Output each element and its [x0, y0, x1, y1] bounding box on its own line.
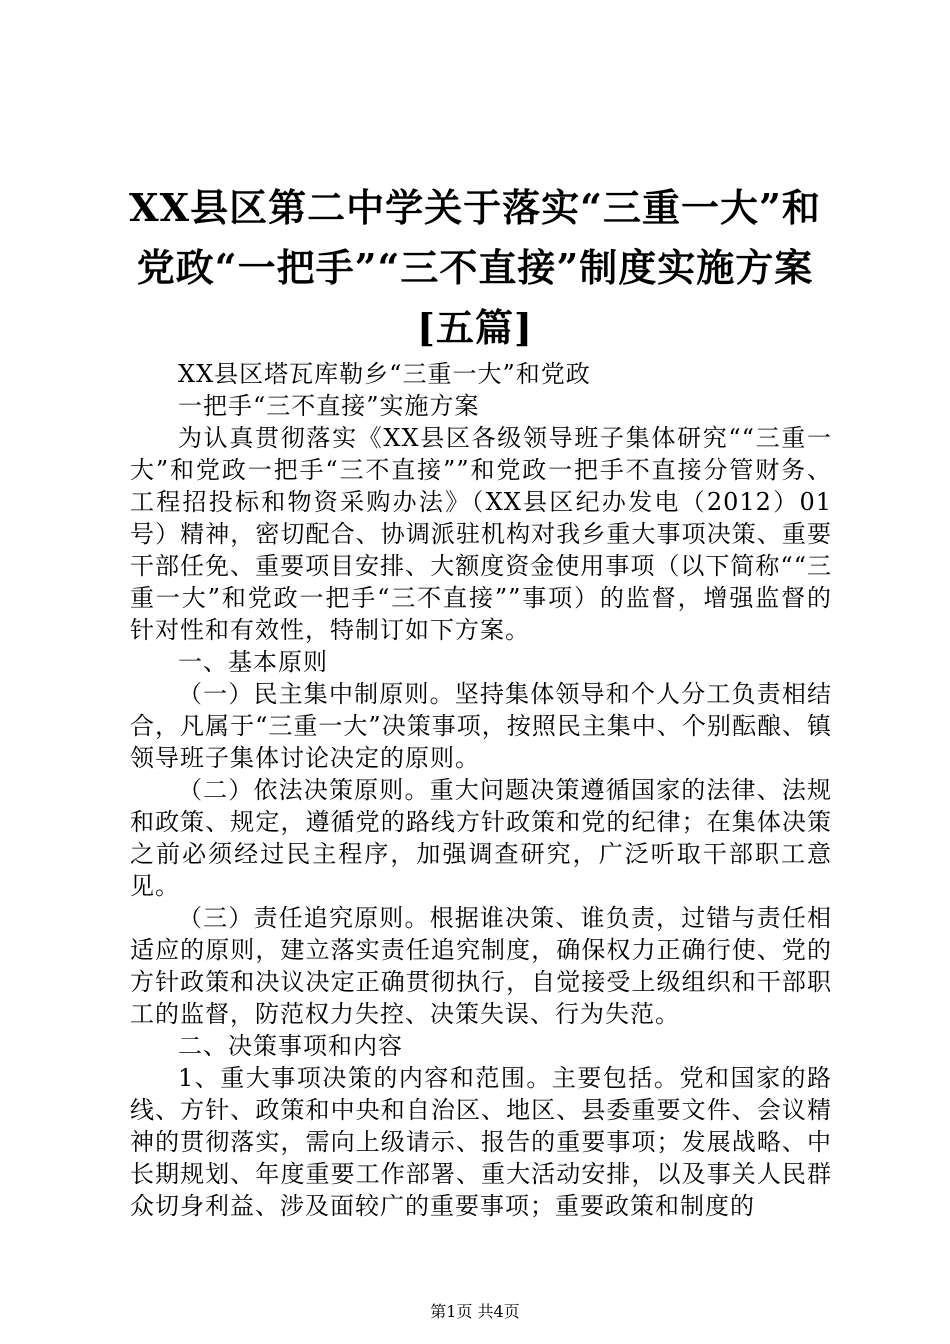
- section-heading-basic-principles: 一、基本原则: [178, 648, 328, 676]
- page-footer: 第1页 共4页: [430, 1302, 520, 1321]
- paragraph-intro: 为认真贯彻落实《XX县区各级领导班子集体研究““三重一大”和党政一把手“三不直接””和党政一把手不直接分管财务、工程招投标和物资采购办法》（XX县区纪办发电（2012）01号）精神，密切配合、协调派驻机构对我乡重大事项决策、重要干部任免、重要项目安排、大额度资金使用事项（以下简称““三重一大”和党政一把手“三不直接””事项）的监督，增强监督的针对性和有效性，特制订如下方案。: [130, 424, 832, 644]
- paragraph-principle-1: （一）民主集中制原则。坚持集体领导和个人分工负责相结合，凡属于“三重一大”决策事项，按照民主集中、个别酝酿、镇领导班子集体讨论决定的原则。: [130, 680, 832, 772]
- section-heading-decision-items: 二、决策事项和内容: [178, 1032, 403, 1060]
- paragraph-principle-2: （二）依法决策原则。重大问题决策遵循国家的法律、法规和政策、规定，遵循党的路线方针政策和党的纪律；在集体决策之前必须经过民主程序，加强调查研究，广泛听取干部职工意见。: [130, 776, 832, 900]
- document-title: XX县区第二中学关于落实“三重一大”和党政“一把手”“三不直接”制度实施方案[五篇]: [129, 185, 821, 350]
- paragraph-principle-3: （三）责任追究原则。根据谁决策、谁负责，过错与责任相适应的原则，建立落实责任追究制度，确保权力正确行使、党的方针政策和决议决定正确贯彻执行，自觉接受上级组织和干部职工的监督，防范权力失控、决策失误、行为失范。: [130, 904, 832, 1028]
- paragraph-subtitle-line2: 一把手“三不直接”实施方案: [178, 392, 480, 420]
- document-body: [130, 358, 832, 1222]
- paragraph-subtitle-line1: XX县区塔瓦库勒乡“三重一大”和党政: [178, 360, 591, 388]
- paragraph-decision-scope: 1、重大事项决策的内容和范围。主要包括。党和国家的路线、方针、政策和中央和自治区、地区、县委重要文件、会议精神的贯彻落实，需向上级请示、报告的重要事项；发展战略、中长期规划、年度重要工作部署、重大活动安排，以及事关人民群众切身利益、涉及面较广的重要事项；重要政策和制度的: [130, 1064, 832, 1220]
